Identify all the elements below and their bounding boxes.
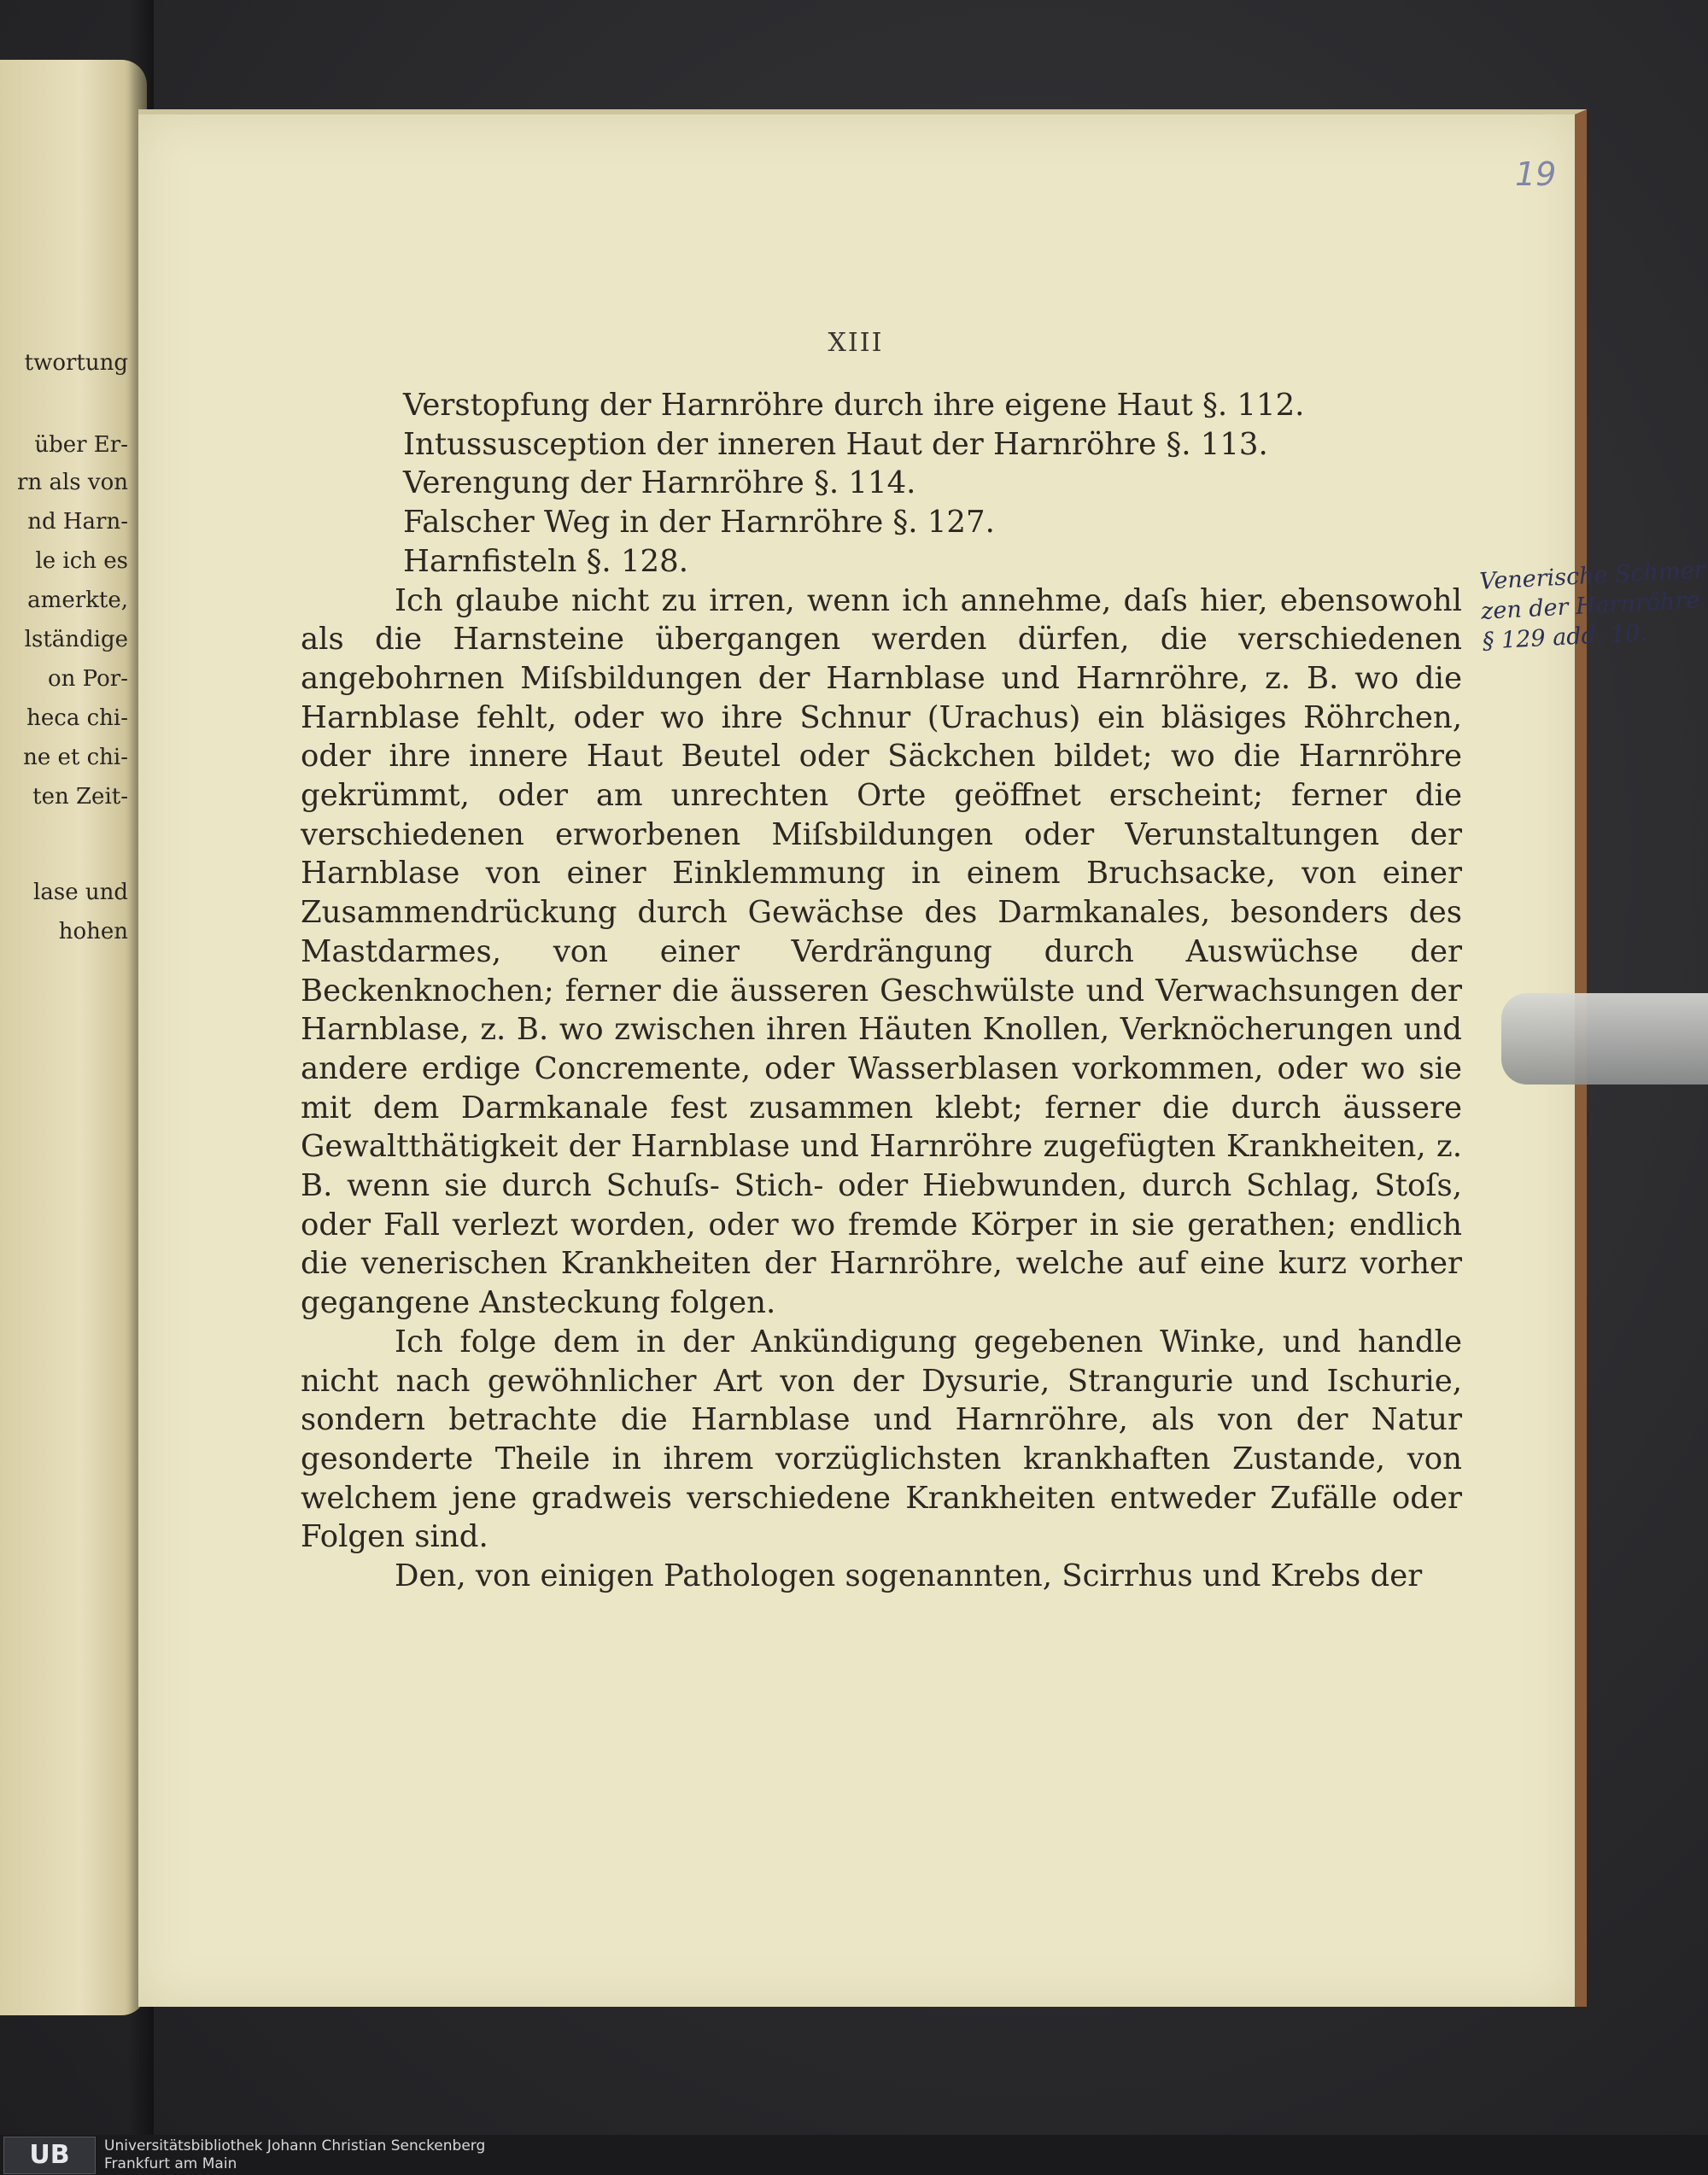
margin-note-line: Venerische Schmer <box>1478 557 1706 595</box>
library-credit <box>104 2137 485 2173</box>
left-page-fragment: ne et chi- <box>23 745 128 770</box>
left-page-fragment: heca chi- <box>26 705 128 731</box>
page-number: XIII <box>828 328 884 358</box>
left-page-fragment: lständige <box>24 627 128 652</box>
library-logo: UB <box>3 2137 96 2174</box>
archive-number: 19 <box>1515 155 1557 193</box>
paragraph: Den, von einigen Pathologen sogenannten, Scirrhus und Krebs der <box>395 1558 1423 1594</box>
toc-line: Falscher Weg in der Harnröhre §. 127. <box>403 505 995 541</box>
left-page-fragment: hohen <box>58 919 128 944</box>
left-page-fragment: on Por- <box>48 666 128 692</box>
footer-bar <box>0 2135 1708 2175</box>
handwritten-margin-note <box>1478 553 1708 657</box>
margin-note-line: zen der Harnröhre <box>1480 587 1700 625</box>
right-page <box>138 109 1706 2007</box>
left-page-fragment: lase und <box>33 880 128 905</box>
page-text <box>301 386 1462 1596</box>
left-page-fragment: twortung <box>24 350 128 376</box>
toc-line: Harnfisteln §. 128. <box>403 543 688 579</box>
left-page <box>0 60 147 2015</box>
left-page-fragment: rn als von <box>17 470 128 495</box>
library-city: Frankfurt am Main <box>104 2155 237 2172</box>
toc-line: Verengung der Harnröhre §. 114. <box>403 465 916 501</box>
left-page-fragment: le ich es <box>35 548 128 574</box>
toc-line: Intussusception der inneren Haut der Harnröhre §. 113. <box>403 426 1268 462</box>
library-name: Universitätsbibliothek Johann Christian Senckenberg <box>104 2137 486 2155</box>
toc-line: Verstopfung der Harnröhre durch ihre eigene Haut §. 112. <box>403 388 1305 423</box>
left-page-fragment: nd Harn- <box>27 509 128 535</box>
margin-note-line: § 129 add. 10. <box>1482 619 1648 655</box>
left-page-fragment: über Er- <box>34 432 128 458</box>
left-page-fragment: amerkte, <box>27 588 128 613</box>
paragraph: Ich folge dem in der Ankündigung gegebenen Winke, und handle nicht nach gewöhnlicher Art von der Dysurie, Strangurie und Ischurie, sondern betrachte die Harnblase und Harnröhre, als von der Natur gesonderte Theile in ihrem vorzüglichsten krankhaften Zustande, von welchem jene gradweis verschiedene Krankheiten entweder Zufälle oder Folgen sind. <box>301 1324 1462 1555</box>
paragraph: Ich glaube nicht zu irren, wenn ich annehme, daſs hier, ebensowohl als die Harnsteine übergangen werden dürfen, die verschiedenen angebohrnen Miſsbildungen der Harnblase und Harnröhre, z. B. wo die Harnblase fehlt, oder wo ihre Schnur (Urachus) ein bläsiges Röhrchen, oder ihre innere Haut Beutel oder Säckchen bildet; wo die Harnröhre gekrümmt, oder am unrechten Orte geöffnet erscheint; ferner die verschiedenen erworbenen Miſsbildungen oder Verunstaltungen der Harnblase von einer Einklemmung in einem Bruchsacke, von einer Zusammendrückung durch Gewächse des Darmkanales, besonders des Mastdarmes, von einer Verdrängung durch Auswüchse der Beckenknochen; ferner die äusseren Geschwülste und Verwachsungen der Harnblase, z. B. wo zwischen ihren Häuten Knollen, Verknöcherungen und andere erdige Concremente, oder Wasserblasen vorkommen, oder wo sie mit dem Darmkanale fest zusammen klebt; ferner die durch äussere Gewaltthätigkeit der Harnblase und Harnröhre zugefügten Krankheiten, z. B. wenn sie durch Schuſs- Stich- oder Hiebwunden, durch Schlag, Stoſs, oder Fall verlezt worden, oder wo fremde Körper in sie gerathen; endlich die venerischen Krankheiten der Harnröhre, welche auf eine kurz vorher gegangene Ansteckung folgen. <box>301 582 1462 1321</box>
left-page-fragment: ten Zeit- <box>32 784 128 810</box>
plastic-page-clip <box>1501 993 1708 1085</box>
